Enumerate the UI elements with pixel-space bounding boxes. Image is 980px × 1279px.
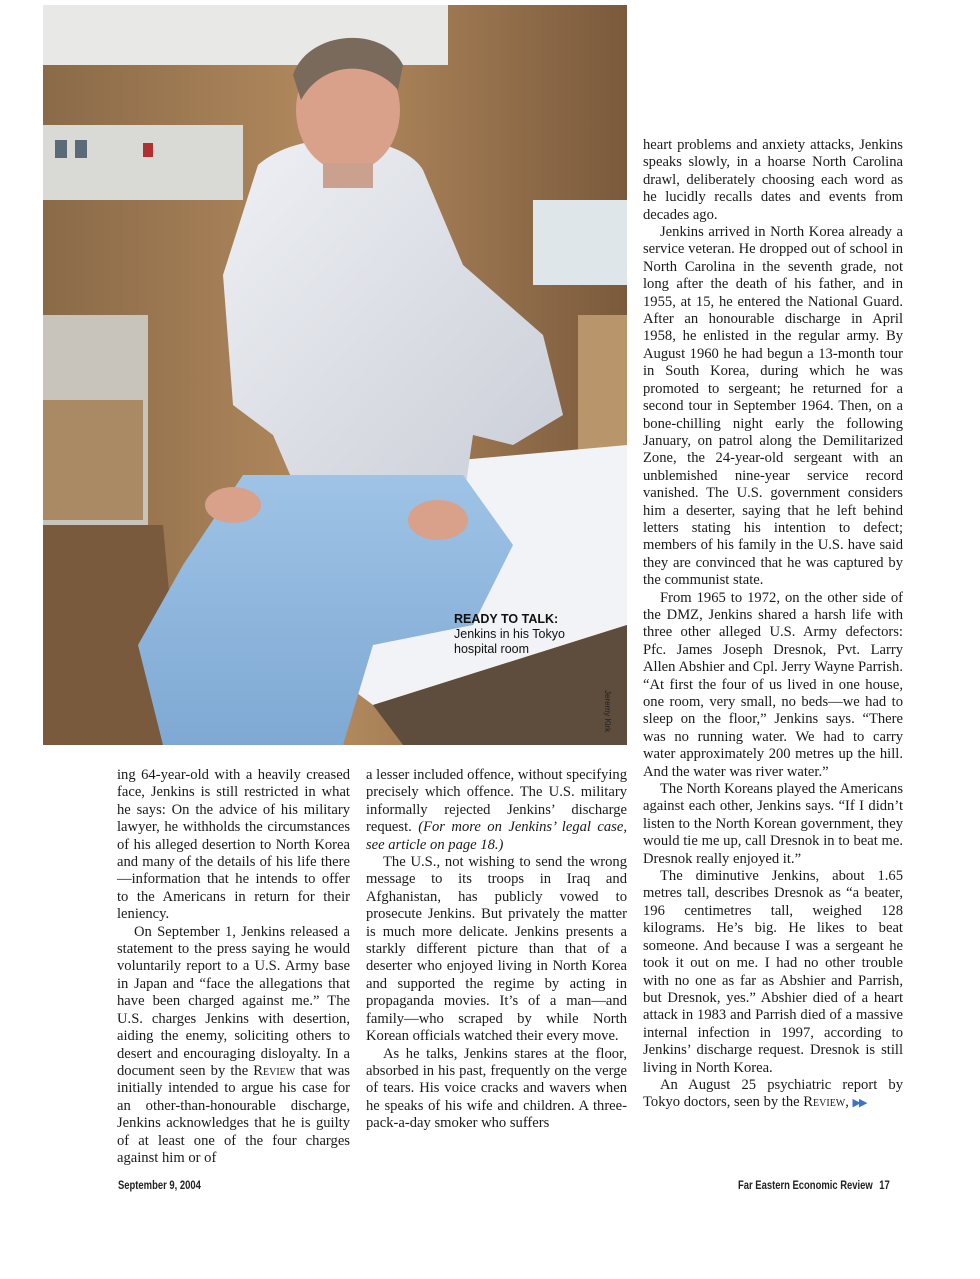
paragraph-text: An August 25 psychiatric report by Tokyo doctors, seen by the — [643, 1076, 903, 1111]
paragraph-text: On September 1, Jenkins released a statement to the press saying he would voluntarily report to a U.S. Army base in Japan and “face the allegations that have been charged against me.” The U.S. charges Jenkins with desertion, aiding the enemy, soliciting others to desert and encouraging disloyalty. In a document seen by the — [117, 923, 350, 1079]
paragraph: The diminutive Jenkins, about 1.65 metres tall, describes Dresnok as “a beater, 196 centimetres tall, weighed 128 kilograms. He’s big. He likes to beat someone. And because I was a sergeant he took it out on me. I had no other trouble with no one as far as Abshier and Parrish, but Dresnok, yes.” Abshier died of a heart attack in 1983 and Parrish died of a massive internal infection in 1997, according to Jenkins’ discharge request. Dresnok is still living in North Korea. — [643, 868, 903, 1076]
paragraph — [366, 767, 627, 854]
footer-date: September 9, 2004 — [118, 1180, 201, 1192]
publication-name: Far Eastern Economic Review — [738, 1180, 873, 1192]
review-name: Review — [253, 1062, 296, 1079]
paragraph: Jenkins arrived in North Korea already a service veteran. He dropped out of school in North Carolina in the seventh grade, not long after the death of his father, and in 1955, at 15, he entered the National Guard. After an honourable discharge in April 1958, he enlisted in the regular army. By August 1960 he had begun a 13-month tour in South Korea, during which he was promoted to sergeant; he returned for a second tour in September 1964. Then, on a bone-chilling night early the following January, on patrol along the Demilitarized Zone, the 24-year-old sergeant with an unblemished nine-year service record vanished. The U.S. government considers him a deserter, saying that he left behind letters stating his intention to defect; members of his family in the U.S. have said they are convinced that he was captured by the communist state. — [643, 224, 903, 589]
paragraph: The North Koreans played the Americans against each other, Jenkins says. “If I didn’t listen to the North Korean government, they would tie me up, call Dresnok in to beat me. Dresnok really enjoyed it.” — [643, 781, 903, 867]
page-number: 17 — [879, 1180, 890, 1192]
article-column-2 — [366, 767, 627, 1133]
paragraph — [643, 1077, 903, 1112]
continue-arrow-icon: ▶▶ — [852, 1096, 866, 1110]
paragraph: From 1965 to 1972, on the other side of the DMZ, Jenkins shared a harsh life with three other alleged U.S. Army defectors: Pfc. James Joseph Dresnok, Pvt. Larry Allen Abshier and Cpl. Jerry Wayne Parrish. “At first the four of us lived in one house, one room, very small, no beds—we had to sleep on the floor,” Jenkins says. “There was no running water. We had to carry water approximately 200 metres up the hill. And the water was river water.” — [643, 589, 903, 780]
photo-credit: Jeremy Kirk — [603, 690, 612, 733]
footer-publication — [738, 1180, 890, 1192]
photo-caption — [454, 612, 594, 657]
paragraph: As he talks, Jenkins stares at the floor, absorbed in his past, frequently on the verge of tears. His voice cracks and wavers when he speaks of his wife and children. A three-pack-a-day smoker who suffers — [366, 1045, 627, 1132]
paragraph: The U.S., not wishing to send the wrong message to its troops in Iraq and Afghanistan, has publicly vowed to prosecute Jenkins. But privately the matter is much more delicate. Jenkins presents a starkly different picture than that of a deserter who enjoyed living in North Korea and supported the regime by acting in propaganda movies. It’s of a man—and family—who scraped by while North Korean officials watched their every move. — [366, 854, 627, 1045]
paragraph — [117, 924, 350, 1168]
caption-text: Jenkins in his Tokyo hospital room — [454, 627, 565, 656]
paragraph-text: a lesser included offence, without specifying precisely which offence. The U.S. military informally rejected Jenkins’ discharge request. — [366, 767, 627, 836]
article-column-3 — [643, 137, 903, 1112]
article-column-1 — [117, 767, 350, 1167]
paragraph: ing 64-year-old with a heavily creased face, Jenkins is still restricted in what he says: On the advice of his military lawyer, he withholds the circumstances of his alleged desertion to North Korea and many of the details of his life there—information that he intends to offer to the Americans in return for their leniency. — [117, 767, 350, 923]
cross-reference: (For more on Jenkins’ legal case, see article on page 18.) — [366, 819, 627, 853]
paragraph-text: that was initially intended to argue his case for an other-than-honourable discharge, Jenkins acknowledges that he is guilty of at least one of the four charges against him or of — [117, 1062, 350, 1166]
caption-lead: READY TO TALK: — [454, 612, 559, 626]
review-name: Review, — [803, 1094, 849, 1111]
paragraph: heart problems and anxiety attacks, Jenkins speaks slowly, in a hoarse North Carolina drawl, deliberately choosing each word as he lucidly recalls dates and events from decades ago. — [643, 137, 903, 223]
